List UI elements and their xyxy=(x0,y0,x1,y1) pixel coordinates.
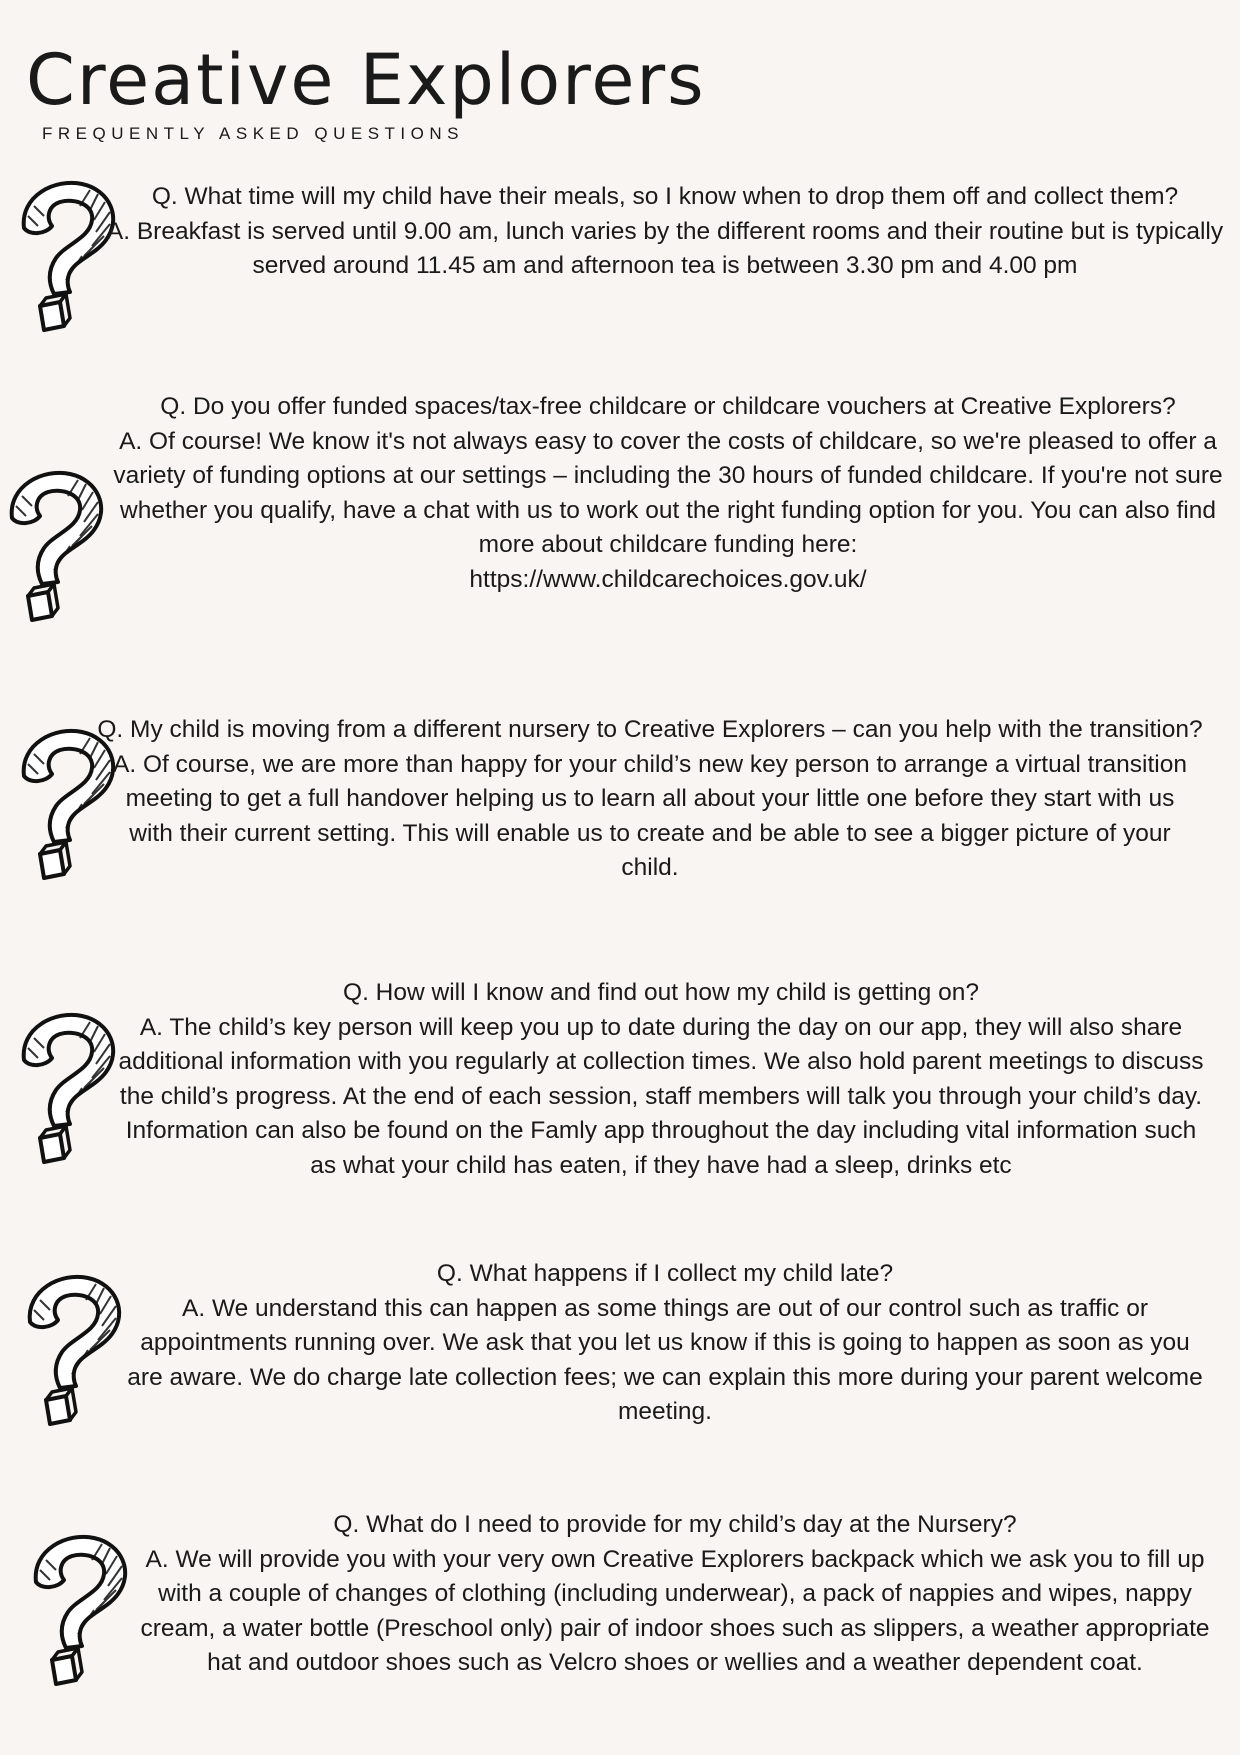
faq-answer: A. The child’s key person will keep you up to date during the day on our app, they will also share additional information with you regularly at collection times. We also hold parent meetings to discuss the child’s progress. At the end of each session, staff members will talk you through your child’s day. Information can also be found on the Famly app throughout the day including vital information such as what your child has eaten, if they have had a sleep, drinks etc xyxy=(118,1013,1204,1179)
faq-text xyxy=(130,1508,1220,1681)
faq-question: Q. Do you offer funded spaces/tax-free childcare or childcare vouchers at Creative Explorers? xyxy=(160,393,1176,420)
question-mark-icon xyxy=(16,1270,126,1430)
faq-text xyxy=(116,976,1206,1183)
question-mark-icon xyxy=(10,1008,120,1168)
faq-question: Q. How will I know and find out how my child is getting on? xyxy=(343,979,979,1006)
page-subtitle: FREQUENTLY ASKED QUESTIONS xyxy=(42,124,464,143)
faq-question: Q. What time will my child have their meals, so I know when to drop them off and collect them? xyxy=(151,183,1179,210)
page-title: Creative Explorers xyxy=(26,39,706,121)
faq-answer: A. Of course, we are more than happy for your child’s new key person to arrange a virtual transition meeting to get a full handover helping us to learn all about your little one before they start with us with their current setting. This will enable us to create and be able to see a bigger picture of your child. xyxy=(112,750,1187,881)
faq-answer: A. We will provide you with your very own Creative Explorers backpack which we ask you to fill up with a couple of changes of clothing (including underwear), a pack of nappies and wipes, nappy cream, a water bottle (Preschool only) pair of indoor shoes such as slippers, a weather appropriate hat and outdoor shoes such as Velcro shoes or wellies and a weather dependent coat. xyxy=(140,1545,1210,1676)
faq-answer: A. We understand this can happen as some things are out of our control such as traffic or appointments running over. We ask that you let us know if this is going to happen as soon as you are aware. We do charge late collection fees; we can explain this more during your parent welcome meeting. xyxy=(127,1294,1203,1425)
faq-text xyxy=(90,713,1210,886)
faq-question: Q. What do I need to provide for my child’s day at the Nursery? xyxy=(333,1511,1017,1538)
faq-answer: A. Of course! We know it's not always easy to cover the costs of childcare, so we're pleased to offer a variety of funding options at our settings – including the 30 hours of funded childcare. If you're not sure whether you qualify, have a chat with us to work out the right funding option for you. You can also find more about childcare funding here: xyxy=(113,427,1223,558)
faq-question: Q. My child is moving from a different nursery to Creative Explorers – can you help with the transition? xyxy=(97,716,1203,743)
funding-link[interactable]: https://www.childcarechoices.gov.uk/ xyxy=(469,565,867,593)
faq-answer: A. Breakfast is served until 9.00 am, lunch varies by the different rooms and their routine but is typically served around 11.45 am and afternoon tea is between 3.30 pm and 4.00 pm xyxy=(106,217,1224,279)
question-mark-icon xyxy=(0,466,108,626)
faq-text xyxy=(100,180,1230,284)
question-mark-icon xyxy=(22,1530,132,1690)
faq-question: Q. What happens if I collect my child late? xyxy=(436,1260,894,1287)
faq-text xyxy=(120,1257,1210,1430)
faq-text xyxy=(108,390,1228,597)
